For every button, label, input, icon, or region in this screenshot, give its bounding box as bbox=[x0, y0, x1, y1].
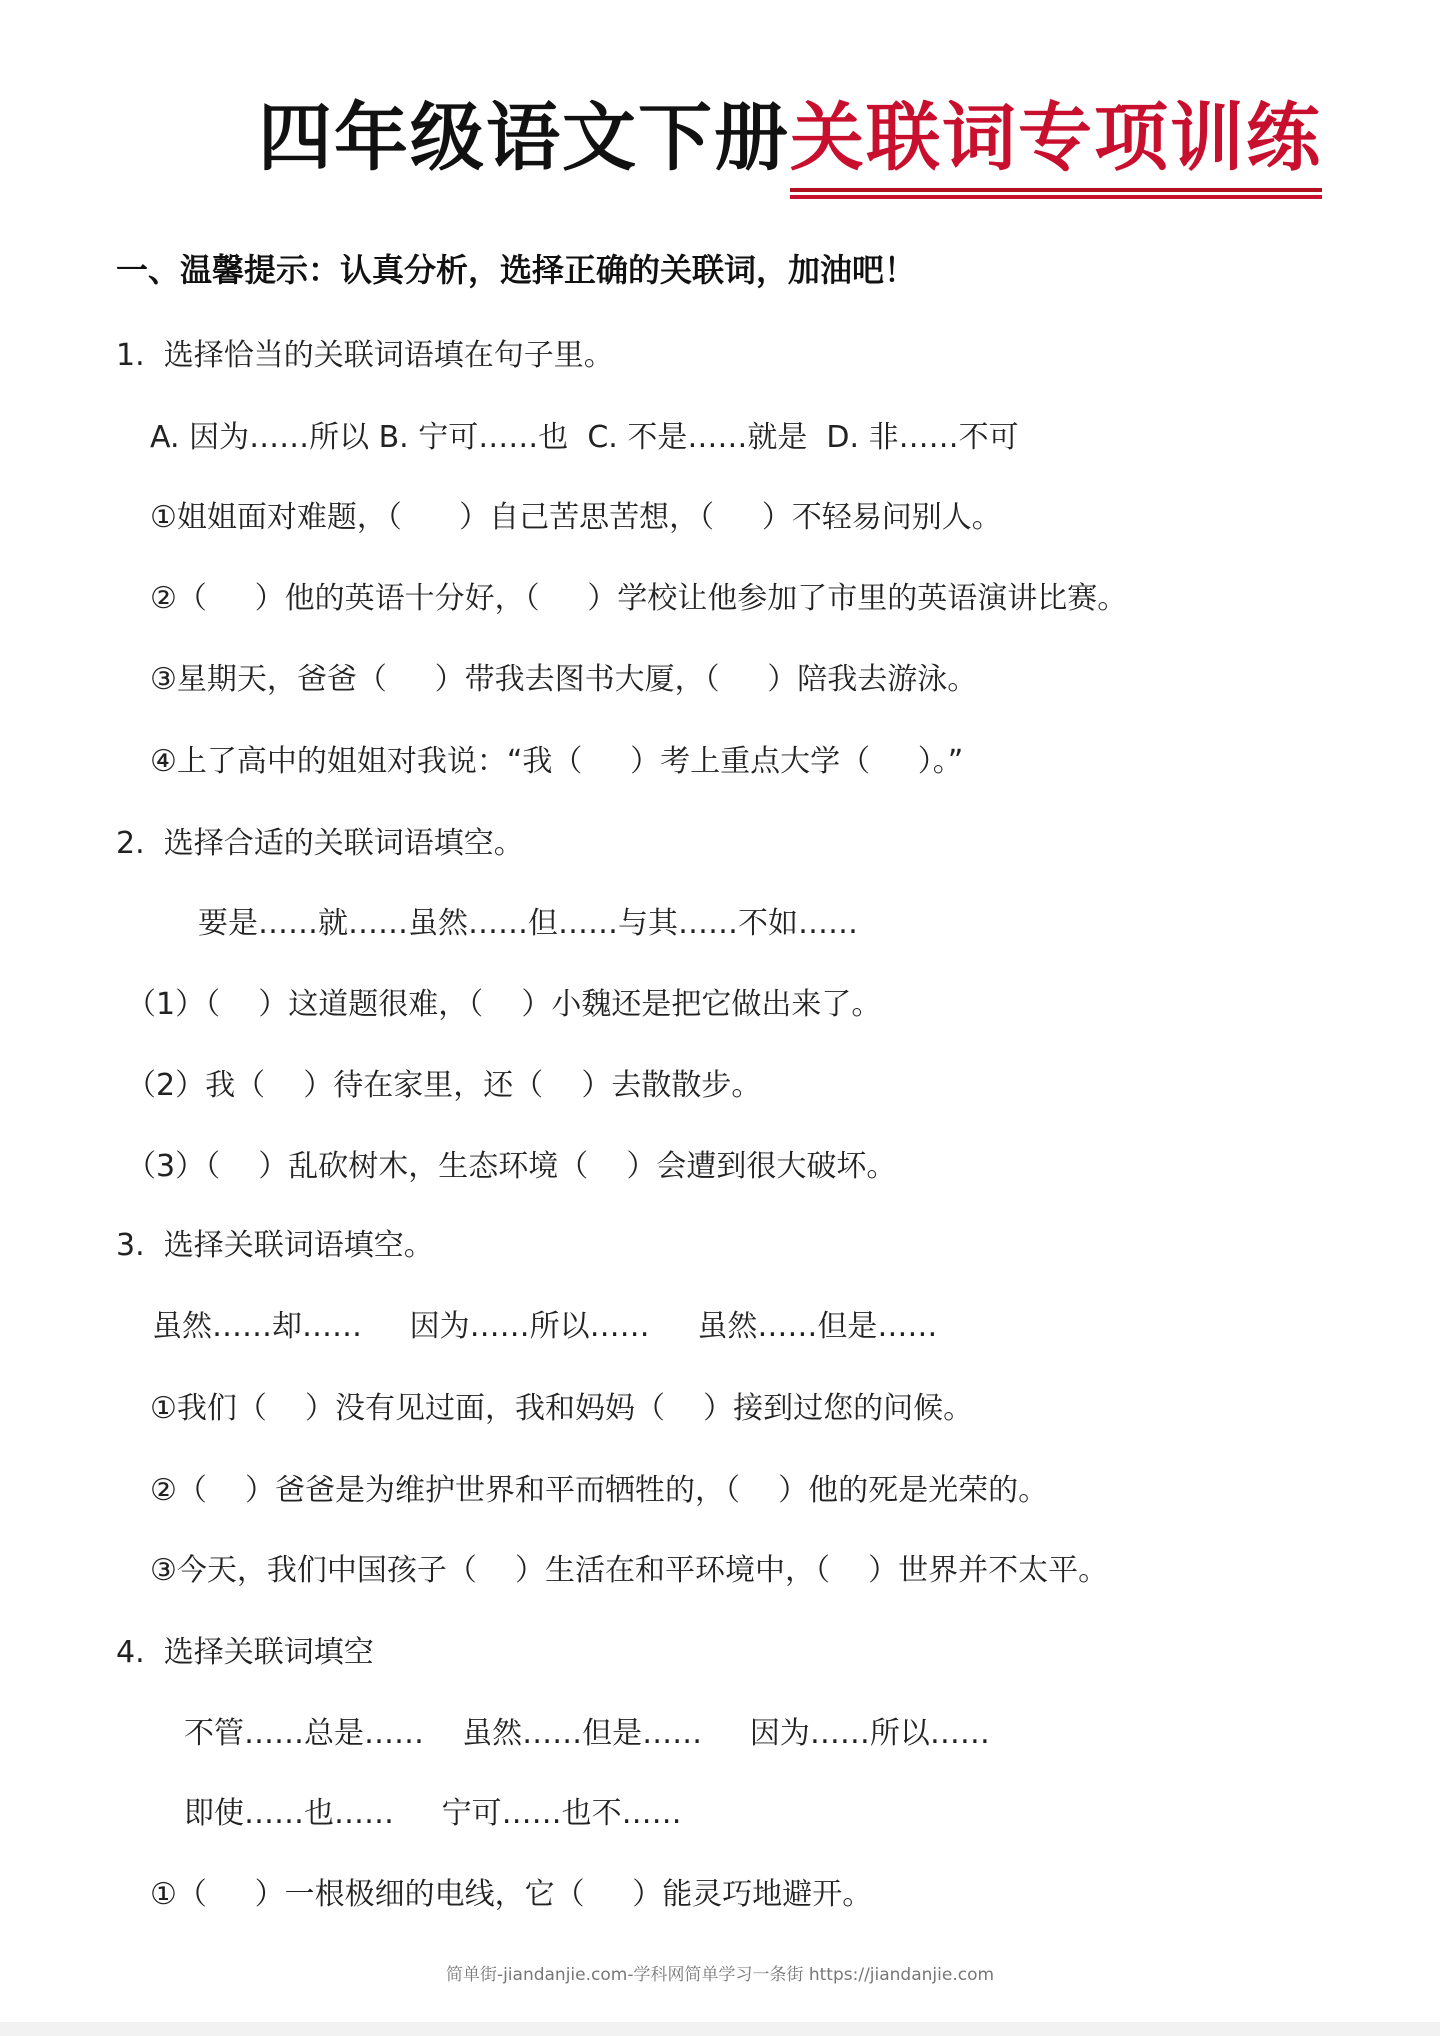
question-3-item: ②（ ）爸爸是为维护世界和平而牺牲的，（ ）他的死是光荣的。 bbox=[150, 1473, 1049, 1508]
question-1-item: ①姐姐面对难题，（ ）自己苦思苦想，（ ）不轻易问别人。 bbox=[150, 500, 1002, 535]
question-1-options: A. 因为……所以 B. 宁可……也 C. 不是……就是 D. 非……不可 bbox=[150, 420, 1019, 455]
question-3-item: ③今天，我们中国孩子（ ）生活在和平环境中，（ ）世界并不太平。 bbox=[150, 1553, 1109, 1588]
question-2-item: （3）（ ）乱砍树木，生态环境（ ）会遭到很大破坏。 bbox=[126, 1149, 897, 1184]
footer-watermark: 简单街-jiandanjie.com-学科网简单学习一条街 https://jiandanjie.com bbox=[445, 1965, 995, 1985]
question-4-item: ①（ ）一根极细的电线，它（ ）能灵巧地避开。 bbox=[150, 1877, 873, 1912]
question-1-item: ②（ ）他的英语十分好，（ ）学校让他参加了市里的英语演讲比赛。 bbox=[150, 581, 1128, 616]
question-3-options: 虽然……却…… 因为……所以…… 虽然……但是…… bbox=[152, 1309, 938, 1344]
question-3-prompt: 3. 选择关联词语填空。 bbox=[116, 1228, 434, 1263]
question-4-options: 不管……总是…… 虽然……但是…… 因为……所以…… bbox=[184, 1716, 990, 1751]
question-2-options: 要是……就……虽然……但……与其……不如…… bbox=[198, 906, 858, 941]
question-2-item: （2）我（ ）待在家里，还（ ）去散散步。 bbox=[126, 1068, 762, 1103]
question-2-prompt: 2. 选择合适的关联词语填空。 bbox=[116, 826, 524, 861]
page-title bbox=[258, 96, 1322, 180]
title-topic-part: 关联词专项训练 bbox=[790, 95, 1322, 181]
question-1-prompt: 1. 选择恰当的关联词语填在句子里。 bbox=[116, 338, 614, 373]
question-4-options-row2: 即使……也…… 宁可……也不…… bbox=[184, 1796, 682, 1831]
title-grade-part: 四年级语文下册 bbox=[258, 95, 790, 181]
question-4-prompt: 4. 选择关联词填空 bbox=[116, 1635, 374, 1670]
section-heading: 一、温馨提示：认真分析，选择正确的关联词，加油吧！ bbox=[116, 251, 917, 289]
question-1-item: ③星期天，爸爸（ ）带我去图书大厦，（ ）陪我去游泳。 bbox=[150, 662, 978, 697]
question-3-item: ①我们（ ）没有见过面，我和妈妈（ ）接到过您的问候。 bbox=[150, 1391, 974, 1426]
question-2-item: （1）（ ）这道题很难，（ ）小魏还是把它做出来了。 bbox=[126, 987, 882, 1022]
question-1-item: ④上了高中的姐姐对我说：“我（ ）考上重点大学（ ）。” bbox=[150, 744, 964, 779]
page-bottom-band bbox=[0, 2022, 1440, 2036]
